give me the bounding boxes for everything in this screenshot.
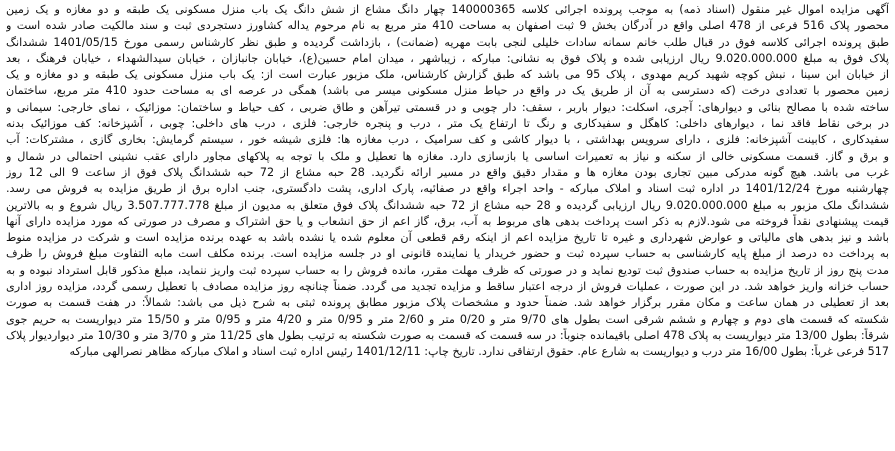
notice-line-18: حساب خزانه واریز خواهد شد. در این صورت ، عملیات فروش از درجه اعتبار ساقط و مزایده تجدید می گردد. ضمناً چنانچه روز مزایده مصادف با تعطیل رسمی گردد، مزایده روز اداری bbox=[6, 280, 889, 294]
notice-line-5: از خیابان ابن سینا ، نبش کوچه شهید کریم مهدوی ، پلاک 95 می باشد که طبق گزارش کارشناس، ملک مزبور عبارت است از: یک باب منزل مسکونی یک طبقه و دو مغازه و یک bbox=[6, 68, 889, 82]
notice-line-2: محصور پلاک 516 فرعی از 478 اصلی واقع در آدرگان بخش 9 ثبت اصفهان به مساحت 410 متر مربع به نام مرحوم یداله کشاورز دستجردی ثبت و سند مالکیت صادر شده است و bbox=[6, 19, 889, 33]
notice-line-6: زمین محصور با تعدادی درخت (که دسترسی به آن از طریق یک در واقع در حیاط منزل مسکونی میسر می باشد) همگی در عرصه ای به مساحت حدود 410 متر مربع، ساختمان bbox=[6, 84, 889, 98]
notice-line-17: مدت پنج روز از تاریخ مزایده به حساب صندوق ثبت تودیع نماید و در صورتی که ظرف مهلت مقرر، مانده فروش را به حساب سپرده ثبت واریز ننماید، مبلغ مذکور قابل استرداد نبوده و به bbox=[6, 263, 889, 277]
notice-line-20: شکسته که قسمت های دوم و چهارم و ششم شرقی است بطول های 9/70 متر و 0/20 متر و 2/60 متر و 0/95 متر و 4/20 متر و 0/95 متر و 15/50 متر دیواریست به حریم جوی bbox=[6, 312, 889, 326]
notice-line-16: به پرداخت ده درصد از مبلغ پایه کارشناسی به حساب سپرده ثبت و حضور خریدار یا نماینده قانونی او در جلسه مزایده است. برنده مکلف است مابه التفاوت مبلغ فروش را ظرف bbox=[6, 247, 889, 261]
notice-line-15: باشد و نیز بدهی های مالیاتی و عوارض شهرداری و غیره تا تاریخ مزایده اعم از اینکه رقم قطعی آن معلوم شده یا نشده باشد به عهده برنده مزایده است و شرکت در مزایده منوط bbox=[6, 231, 889, 245]
notice-line-11: غرب می باشد. هیچ گونه مدرکی مبین تجاری بودن مغازه ها و مقدار دقیق واقع در مسیر ارائه نگردید. 28 حبه مشاع از 72 حبه ششدانگ پلاک فوق از ساعت 9 الی 12 روز bbox=[6, 165, 889, 179]
notice-line-9: سفیدکاری ، کابینت آشپزخانه: فلزی ، دارای سرویس بهداشتی ، با دیوار کاشی و کف سرامیک ، درب مغازه ها: فلزی شیشه خور ، سیستم گرمایش: بخاری گازی ، مشترکات: آب bbox=[6, 133, 889, 147]
notice-line-1: آگهی مزایده اموال غیر منقول (اسناد ذمه) به موجب پرونده اجرائی کلاسه 140000365 چهار دانگ مشاع از شش دانگ یک باب منزل مسکونی یک طبقه و دو مغازه و یک زمین bbox=[6, 3, 889, 16]
notice-line-14: قیمت پیشنهادی نقداً فروخته می شود.لازم به ذکر است پرداخت بدهی های مربوط به آب، برق، گاز اعم از حق انشعاب و یا حق اشتراک و مصرف در صورتی که مورد مزایده دارای آنها bbox=[6, 214, 889, 228]
notice-line-10: و برق و گاز. قسمت مسکونی خالی از سکنه و نیاز به تعمیرات اساسی یا بازسازی دارد. مغازه ها تعطیل و ملک با توجه به پلاکهای مجاور دارای عقب نشینی احتمالی در شمال و bbox=[6, 149, 889, 163]
notice-line-19: بعد از تعطیلی در همان ساعت و مکان مقرر برگزار خواهد شد. ضمناً حدود و مشخصات پلاک مزبور مطابق پرونده ثبتی به شرح ذیل می باشد: شمالاً: در هفت قسمت به صورت bbox=[6, 296, 889, 310]
notice-line-3: طبق پرونده اجرائی کلاسه فوق در قبال طلب خانم سمانه سادات خلیلی لنجی بابت مهریه (ضمانت) ، بازداشت گردیده و طبق نظر کارشناس رسمی مورخ 1401/05/15 ششدانگ bbox=[6, 35, 889, 49]
notice-line-13: ششدانگ ملک مزبور به مبلغ 9.020.000.000 ریال ارزیابی گردیده و 28 حبه مشاع از 72 حبه ششدانگ پلاک فوق متعلق به مدیون از مبلغ 3.507.777.778 ریال شروع و به بالاترین bbox=[6, 198, 889, 212]
notice-line-22: 517 فرعی غرباً: بطول 16/00 متر درب و دیواریست به شارع عام. حقوق ارتفاقی ندارد. تاریخ چاپ: 1401/12/11 رئیس اداره ثبت اسناد و املاک مبارکه مظاهر نصرالهی مبارکه bbox=[69, 345, 889, 359]
notice-line-4: پلاک فوق به مبلغ 9.020.000.000 ریال ارزیابی شده و پلاک فوق به نشانی: مبارکه ، زیباشهر ، میدان امام حسین(ع)، خیابان جانبازان ، خیابان سیدالشهداء ، خیابان فرهنگ ، بعد bbox=[6, 51, 889, 65]
notice-line-12: چهارشنبه مورخ 1401/12/24 در اداره ثبت اسناد و املاک مبارکه - واحد اجراء واقع در صفائیه، پارک اداری، پشت دادگستری، جنب اداره برق از طریق مزایده به فروش می رسد. bbox=[6, 182, 889, 196]
notice-line-8: در برخی نقاط فاقد نما ، دیوارهای داخلی: کاهگل و سفیدکاری و رنگ تا ارتفاع یک متر ، درب و پنجره خارجی: فلزی ، درب های داخلی: چوبی ، آشپزخانه: کف موزائیک بدنه bbox=[6, 117, 889, 131]
notice-line-7: ساخته شده با مصالح بنائی و دیوارهای: آجری، اسکلت: دیوار باربر ، سقف: دار چوبی و در قسمتی تیرآهن و طاق ضربی ، کف حیاط و ساختمان: موزائیک ، نمای خارجی: سیمانی و bbox=[6, 100, 889, 114]
notice-line-21: شرقاً: بطول 13/00 متر دیواریست به پلاک 478 اصلی باقیمانده جنوباً: در سه قسمت که قسمت به صورت شکسته به ترتیب بطول های 11/25 متر و 3/70 متر و 10/30 متر دیواردیوار پلاک bbox=[6, 328, 889, 342]
